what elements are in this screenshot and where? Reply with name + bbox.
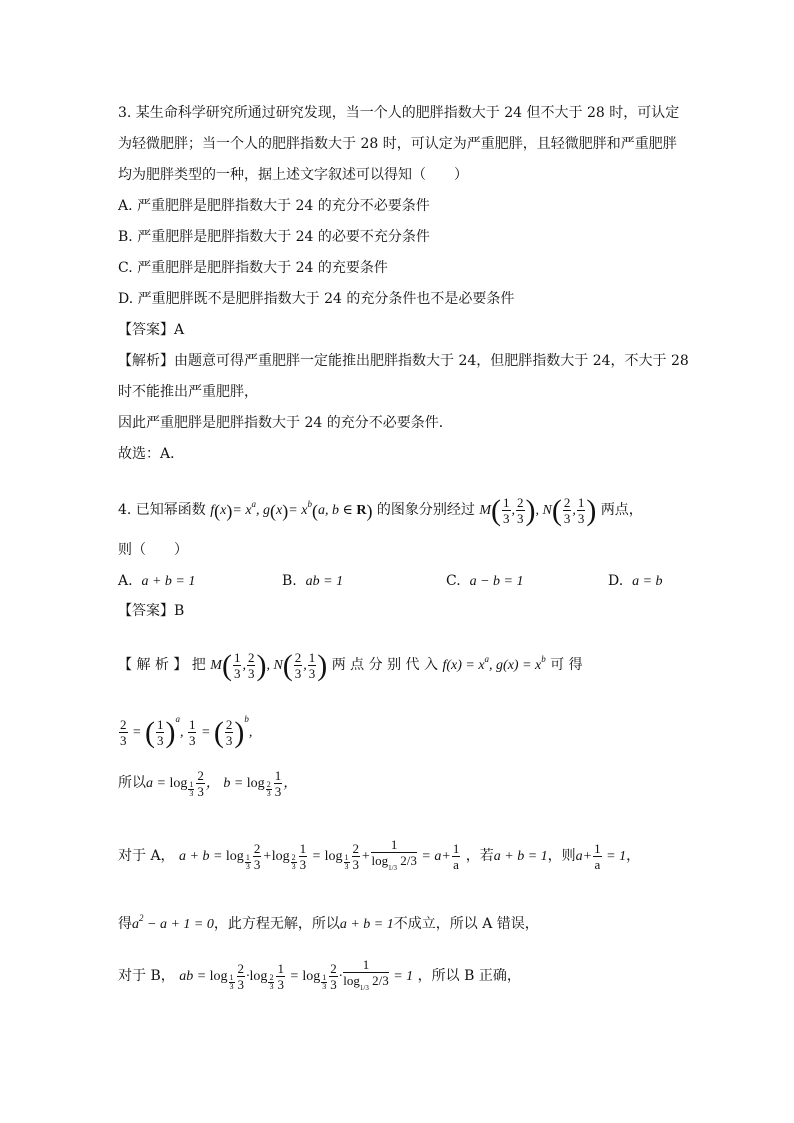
q4-for-a-line-2: 得$a^2 - a + 1 = 0$，此方程无解，所以a + b = 1不成立，所以 A 错误， [118, 913, 539, 932]
q4-stem-middle: 的图象分别经过 [376, 502, 475, 518]
q4-option-b-label: B. [282, 573, 297, 589]
q4-points-formula: M( $\frac{1}{3}$ , $\frac{2}{3}$ ), N( $\frac{2}{3}$ , $\frac{1}{3}$ ) [479, 493, 597, 527]
q4-option-d-expr: a = b [632, 574, 663, 589]
q4-option-c-label: C. [446, 573, 461, 589]
q4-functions-formula: $f(x)= x^a$, $g(x)= x^b(a$, b ∈ R) [210, 499, 373, 521]
q4-for-b-label: 对于 B， [118, 968, 175, 984]
q4-for-a-label: 对于 A， [118, 848, 175, 864]
q4-option-b-expr: ab = 1 [305, 574, 344, 589]
q4-analysis-functions: $f(x) = x^a$, $g(x) = x^b$ [442, 654, 546, 673]
q4-for-a-line2-post: 不成立，所以 A 错误， [393, 916, 539, 932]
q4-option-a-label: A. [118, 573, 133, 589]
q4-analysis-middle: 两 点 分 别 代 入 [331, 657, 438, 673]
q3-stem-line-2: 为轻微肥胖；当一个人的肥胖指数大于 28 时，可认定为严重肥胖，且轻微肥胖和严重肥胖 [118, 136, 677, 152]
q4-analysis-points: M( $\frac{1}{3}$ , $\frac{2}{3}$ ), N( $\frac{2}{3}$ , $\frac{1}{3}$ ) [210, 648, 328, 682]
q4-for-a-line2-mid: ，此方程无解，所以 [213, 916, 340, 932]
q3-analysis-line-1: 【解析】由题意可得严重肥胖一定能推出肥胖指数大于 24，但肥胖指数大于 24，不大于 28 [118, 353, 689, 369]
q3-analysis-line-2: 时不能推出严重肥胖， [118, 384, 258, 400]
q4-stem-line-1 [118, 488, 643, 527]
q4-analysis-prefix: 【 解 析 】 把 [118, 657, 206, 673]
q3-stem-line-1: 3. 某生命科学研究所通过研究发现，当一个人的肥胖指数大于 24 但不大于 28 时，可认定 [118, 105, 680, 121]
q3-option-d: D. 严重肥胖既不是肥胖指数大于 24 的充分条件也不是必要条件 [118, 291, 515, 307]
q4-stem-line-2: 则（ ） [118, 542, 188, 558]
q3-analysis-line-3: 因此严重肥胖是肥胖指数大于 24 的充分不必要条件． [118, 415, 453, 431]
q4-option-a-expr: a + b = 1 [141, 574, 196, 589]
q4-so-label: 所以 [118, 775, 146, 791]
q4-for-a-then: ，则 [547, 848, 576, 864]
q3-choose: 故选：A． [118, 446, 185, 462]
q3-option-a: A. 严重肥胖是肥胖指数大于 24 的充分不必要条件 [118, 198, 430, 214]
q4-option-c-expr: a − b = 1 [469, 574, 524, 589]
q4-option-d [608, 571, 663, 592]
q4-stem-suffix: 两点， [600, 502, 643, 518]
q4-for-a-line2-pre: 得 [118, 916, 132, 932]
q3-option-c: C. 严重肥胖是肥胖指数大于 24 的充要条件 [118, 260, 388, 276]
q3-stem-line-3: 均为肥胖类型的一种，据上述文字叙述可以得知（ ） [118, 167, 468, 183]
q4-analysis-suffix: 可 得 [550, 657, 583, 673]
q4-for-b-post: ，所以 B 正确， [417, 968, 521, 984]
q4-option-d-label: D. [608, 573, 624, 589]
q4-analysis-line-1 [118, 642, 583, 683]
q4-for-a-mid: ，若 [465, 848, 494, 864]
q4-option-b [282, 571, 343, 592]
q4-option-a [118, 571, 195, 592]
q4-stem-prefix: 4. 已知幂函数 [118, 502, 206, 518]
q4-so-line: 所以a = log $_{\frac{1}{3}}$ $\frac{2}{3}$ ， b = log $_{\frac{2}{3}}$ $\frac{1}{3}$ ， [118, 768, 298, 800]
q3-answer: 【答案】A [118, 322, 185, 338]
q4-answer: 【答案】B [118, 603, 185, 619]
q4-option-c [446, 571, 523, 592]
q4-for-a-line: 对于 A， a + b = log $_{\frac{1}{3}}$ $\frac{2}{3}$ +log $_{\frac{2}{3}}$ $\frac{1}{3}$ = log $_{\frac{1}{3}}$ $\frac{2}{3}$ + $\frac{1}{\log_{1/3} 2/3}$ = a+ $\frac{1}{a}$ ，若a + b = 1，则a+ $\frac{1}{a}$ = 1， [118, 837, 641, 873]
q4-equations: $\frac{2}{3}$ = ( $\frac{1}{3}$ )$^a$, $\frac{1}{3}$ = ( $\frac{2}{3}$ )$^b$, [120, 714, 253, 749]
q3-option-b: B. 严重肥胖是肥胖指数大于 24 的必要不充分条件 [118, 229, 430, 245]
q4-for-b-line: 对于 B， ab = log $_{\frac{1}{3}}$ $\frac{2}{3}$ ·log $_{\frac{2}{3}}$ $\frac{1}{3}$ = log $_{\frac{1}{3}}$ $\frac{2}{3}$ · $\frac{1}{\log_{1/3} 2/3}$ = 1 ，所以 B 正确， [118, 957, 521, 993]
